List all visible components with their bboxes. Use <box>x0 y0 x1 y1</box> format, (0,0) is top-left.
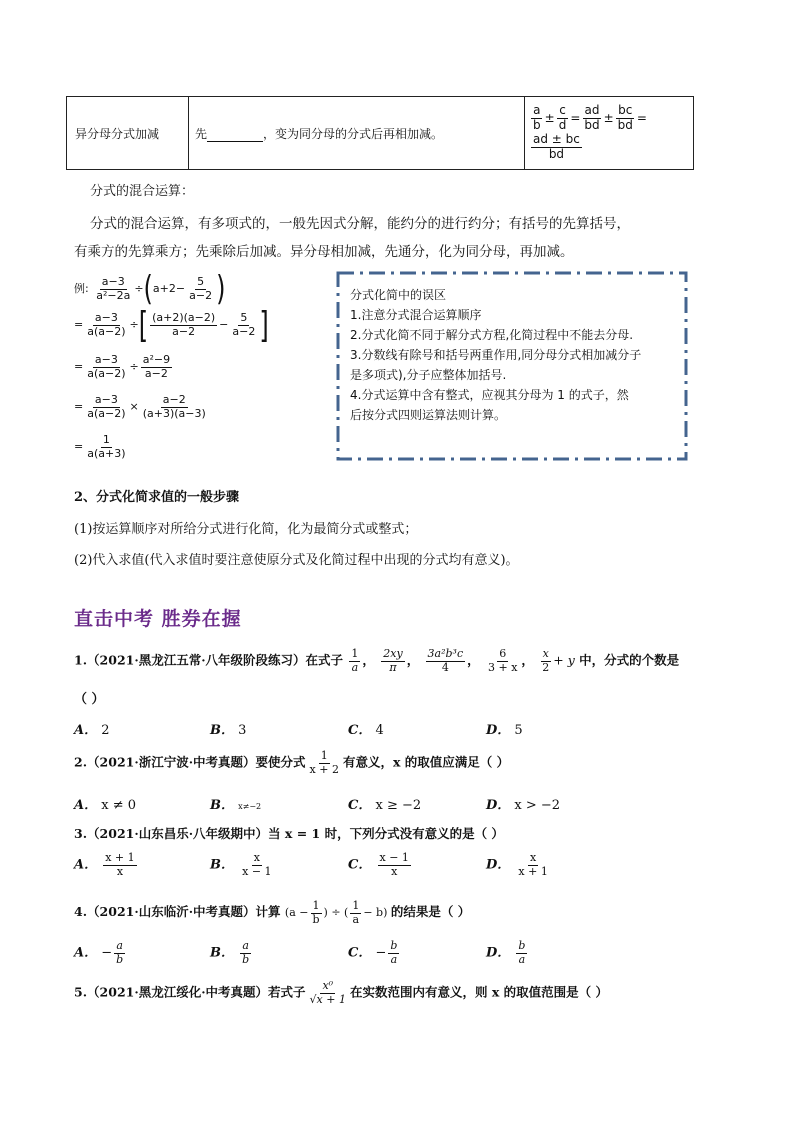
question-2-stem: 2.（2021·浙江宁波·中考真题）要使分式 $\frac{1}{x + 2}$ 有意义，x 的取值应满足（ ） <box>74 749 510 776</box>
question-3-stem: 3.（2021·山东昌乐·八年级期中）当 x = 1 时，下列分式没有意义的是（ ） <box>74 826 504 841</box>
q2-option-b[interactable]: B． x≠−2 <box>210 798 262 813</box>
pitfall-item: 2.分式化简不同于解分式方程,化简过程中不能去分母. <box>350 328 634 342</box>
fill-blank[interactable] <box>207 129 263 142</box>
mixed-para1: 分式的混合运算，有多项式的，一般先因式分解，能约分的进行约分；有括号的先算括号， <box>90 216 630 232</box>
table-cell-topic: 异分母分式加减 <box>67 97 189 170</box>
q1-option-d[interactable]: D． 5 <box>486 723 523 738</box>
mixed-para2: 有乘方的先算乘方；先乘除后加减。异分母相加减，先通分，化为同分母，再加减。 <box>74 244 574 260</box>
question-1-paren: （ ） <box>74 692 105 707</box>
q3-option-b[interactable]: B． $\frac{x}{x - 1}$ <box>210 851 272 878</box>
pitfall-item: 1.注意分式混合运算顺序 <box>350 308 482 322</box>
mixed-title: 分式的混合运算： <box>90 184 195 199</box>
question-4-stem: 4.（2021·山东临沂·中考真题）计算 (a − $\frac{1}{b}$ ) ÷ ( $\frac{1}{a}$ − b) 的结果是（ ） <box>74 899 471 926</box>
q2-option-a[interactable]: A． x ≠ 0 <box>74 798 136 813</box>
q4-option-a[interactable]: A． − $\frac{a}{b}$ <box>74 939 124 966</box>
question-1-stem: 1.（2021·黑龙江五常·八年级阶段练习）在式子 $\frac{1}{a}$ ， $\frac{2xy}{\pi}$ ， $\frac{\text{3a²b³c}}{4}$ ， $\frac{6}{3 + x}$ ， $\frac{x}{2}$ + y 中，分式的个数是 <box>74 647 680 674</box>
q4-option-b[interactable]: B． $\frac{a}{b}$ <box>210 939 250 966</box>
step-1: (1)按运算顺序对所给分式进行化简，化为最简分式或整式； <box>74 522 418 537</box>
step-2: (2)代入求值(代入求值时要注意使原分式及化简过程中出现的分式均有意义)。 <box>74 553 519 568</box>
pitfall-item: 是多项式),分子应整体加括号. <box>350 368 507 382</box>
example-line-3: = $\frac{a-3}{a(a-2)}$ ÷ $\frac{\text{a²−9}}{a-2}$ <box>74 353 171 380</box>
table-cell-method: 先 ，变为同分母的分式后再相加减。 <box>189 97 525 170</box>
pitfalls-title: 分式化简中的误区 <box>350 288 447 302</box>
q1-option-b[interactable]: B． 3 <box>210 723 247 738</box>
steps-title: 2、分式化简求值的一般步骤 <box>74 490 240 505</box>
q4-option-c[interactable]: C． − $\frac{b}{a}$ <box>348 939 398 966</box>
q3-option-a[interactable]: A． $\frac{x + 1}{x}$ <box>74 851 135 878</box>
example-line-5: = $\frac{1}{a(a+3)}$ <box>74 433 126 460</box>
pitfalls-box <box>336 271 688 461</box>
example-line-4: = $\frac{a-3}{a(a-2)}$ × $\frac{a-2}{(a+3)(a-3)}$ <box>74 393 206 420</box>
q4-option-d[interactable]: D． $\frac{b}{a}$ <box>486 939 526 966</box>
q1-option-c[interactable]: C． 4 <box>348 723 384 738</box>
q2-option-d[interactable]: D． x > −2 <box>486 798 561 813</box>
pitfall-item: 4.分式运算中含有整式，应视其分母为 1 的式子，然 <box>350 388 629 402</box>
formula-table <box>66 96 694 170</box>
q2-option-c[interactable]: C． x ≥ −2 <box>348 798 422 813</box>
question-5-stem: 5.（2021·黑龙江绥化·中考真题）若式子 $\frac{\text{x⁰}}{√x + 1}$ 在实数范围内有意义，则 x 的取值范围是（ ） <box>74 979 608 1006</box>
q1-option-a[interactable]: A． 2 <box>74 723 110 738</box>
table-cell-formula: $\frac{a}{b}$ ± $\frac{c}{d}$ = $\frac{ad}{bd}$ ± $\frac{bc}{bd}$ = $\frac{ad \pm bc}{bd}$ <box>525 97 694 170</box>
example-line-1: 例: $\frac{a-3}{\text{a²−2a}}$ ÷(a+2− $\frac{5}{a-2}$ ) <box>74 269 226 309</box>
pitfall-item: 后按分式四则运算法则计算。 <box>350 408 507 422</box>
pitfall-item: 3.分数线有除号和括号两重作用,同分母分式相加减分子 <box>350 348 642 362</box>
q3-option-c[interactable]: C． $\frac{x - 1}{x}$ <box>348 851 409 878</box>
section-title: 直击中考 胜券在握 <box>74 608 242 630</box>
q3-option-d[interactable]: D． $\frac{x}{x + 1}$ <box>486 851 548 878</box>
example-line-2: = $\frac{a-3}{a(a-2)}$ ÷[ $\frac{(a+2)(a-2)}{a-2}$ − $\frac{5}{a-2}$ ] <box>74 304 269 347</box>
